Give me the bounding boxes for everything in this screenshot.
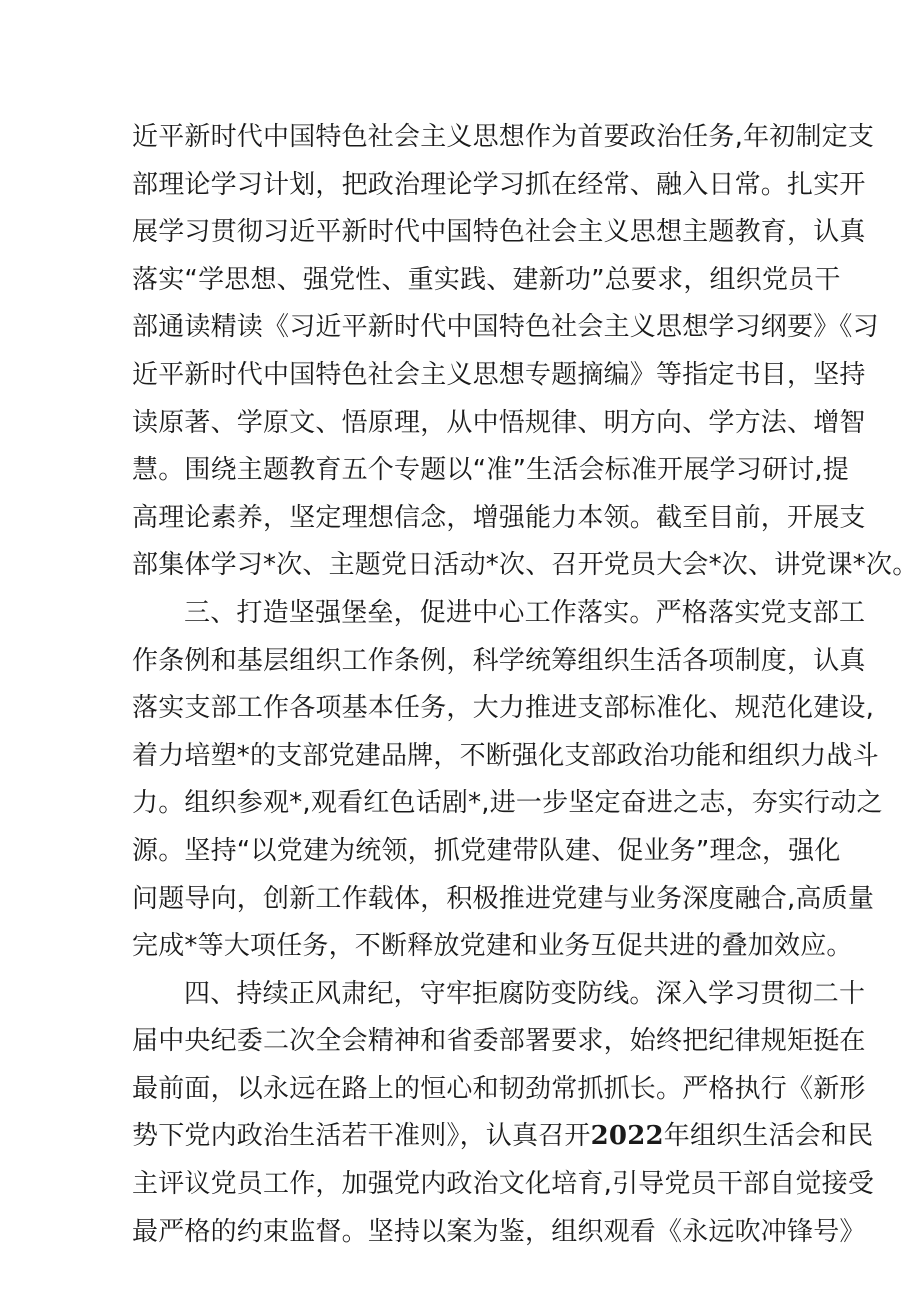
text-line-22	[132, 1113, 874, 1161]
text-line-22-part-a: 势下党内政治生活若干准则》，认真召开	[132, 1121, 591, 1152]
text-line-4: 落实“学思想、强党性、重实践、建新功”总要求，组织党员干	[132, 264, 841, 295]
text-line-22-part-b: 年组织生活会和民	[663, 1121, 874, 1152]
text-line-8: 慧。围绕主题教育五个专题以“准”生活会标准开展学习研讨,提	[132, 455, 850, 486]
text-line-7: 读原著、学原文、悟原理，从中悟规律、明方向、学方法、增智	[132, 407, 866, 438]
text-line-12: 作条例和基层组织工作条例，科学统筹组织生活各项制度，认真	[132, 645, 866, 676]
text-line-21: 最前面，以永远在路上的恒心和韧劲常抓抓长。严格执行《新形	[132, 1073, 866, 1104]
text-line-1: 近平新时代中国特色社会主义思想作为首要政治任务,年初制定支	[132, 122, 875, 152]
text-line-14: 着力培塑*的支部党建品牌，不断强化支部政治功能和组织力战斗	[132, 740, 879, 771]
text-line-23: 主评议党员工作，加强党内政治文化培育,引导党员干部自觉接受	[132, 1169, 875, 1200]
paragraph-4-first-line: 四、持续正风肃纪，守牢拒腐防变防线。深入学习贯彻二十	[184, 978, 866, 1009]
text-line-15: 力。组织参观*,观看红色话剧*,进一步坚定奋进之志，夯实行动之	[132, 788, 883, 819]
text-line-24: 最严格的约束监督。坚持以案为鉴，组织观看《永远吹冲锋号》	[132, 1216, 866, 1247]
text-line-5: 部通读精读《习近平新时代中国特色社会主义思想学习纲要》《习	[132, 312, 879, 343]
text-line-3: 展学习贯彻习近平新时代中国特色社会主义思想主题教育，认真	[132, 217, 866, 248]
text-line-2: 部理论学习计划，把政治理论学习抓在经常、融入日常。扎实开	[132, 169, 866, 200]
paragraph-3-first-line: 三、打造坚强堡垒，促进中心工作落实。严格落实党支部工	[184, 597, 866, 628]
text-line-9: 高理论素养，坚定理想信念，增强能力本领。截至目前，开展支	[132, 502, 866, 533]
text-line-18: 完成*等大项任务，不断释放党建和业务互促共进的叠加效应。	[132, 931, 853, 962]
text-line-16: 源。坚持“以党建为统领，抓党建带队建、促业务”理念，强化	[132, 835, 841, 866]
text-line-6: 近平新时代中国特色社会主义思想专题摘编》等指定书目，坚持	[132, 359, 866, 390]
text-line-17: 问题导向，创新工作载体，积极推进党建与业务深度融合,高质量	[132, 883, 875, 914]
text-line-10: 部集体学习*次、主题党日活动*次、召开党员大会*次、讲党课*次。	[132, 550, 919, 581]
text-line-20: 届中央纪委二次全会精神和省委部署要求，始终把纪律规矩挺在	[132, 1026, 866, 1057]
text-line-13: 落实支部工作各项基本任务，大力推进支部标准化、规范化建设,	[132, 693, 875, 724]
year-number: 2022	[590, 1121, 664, 1152]
